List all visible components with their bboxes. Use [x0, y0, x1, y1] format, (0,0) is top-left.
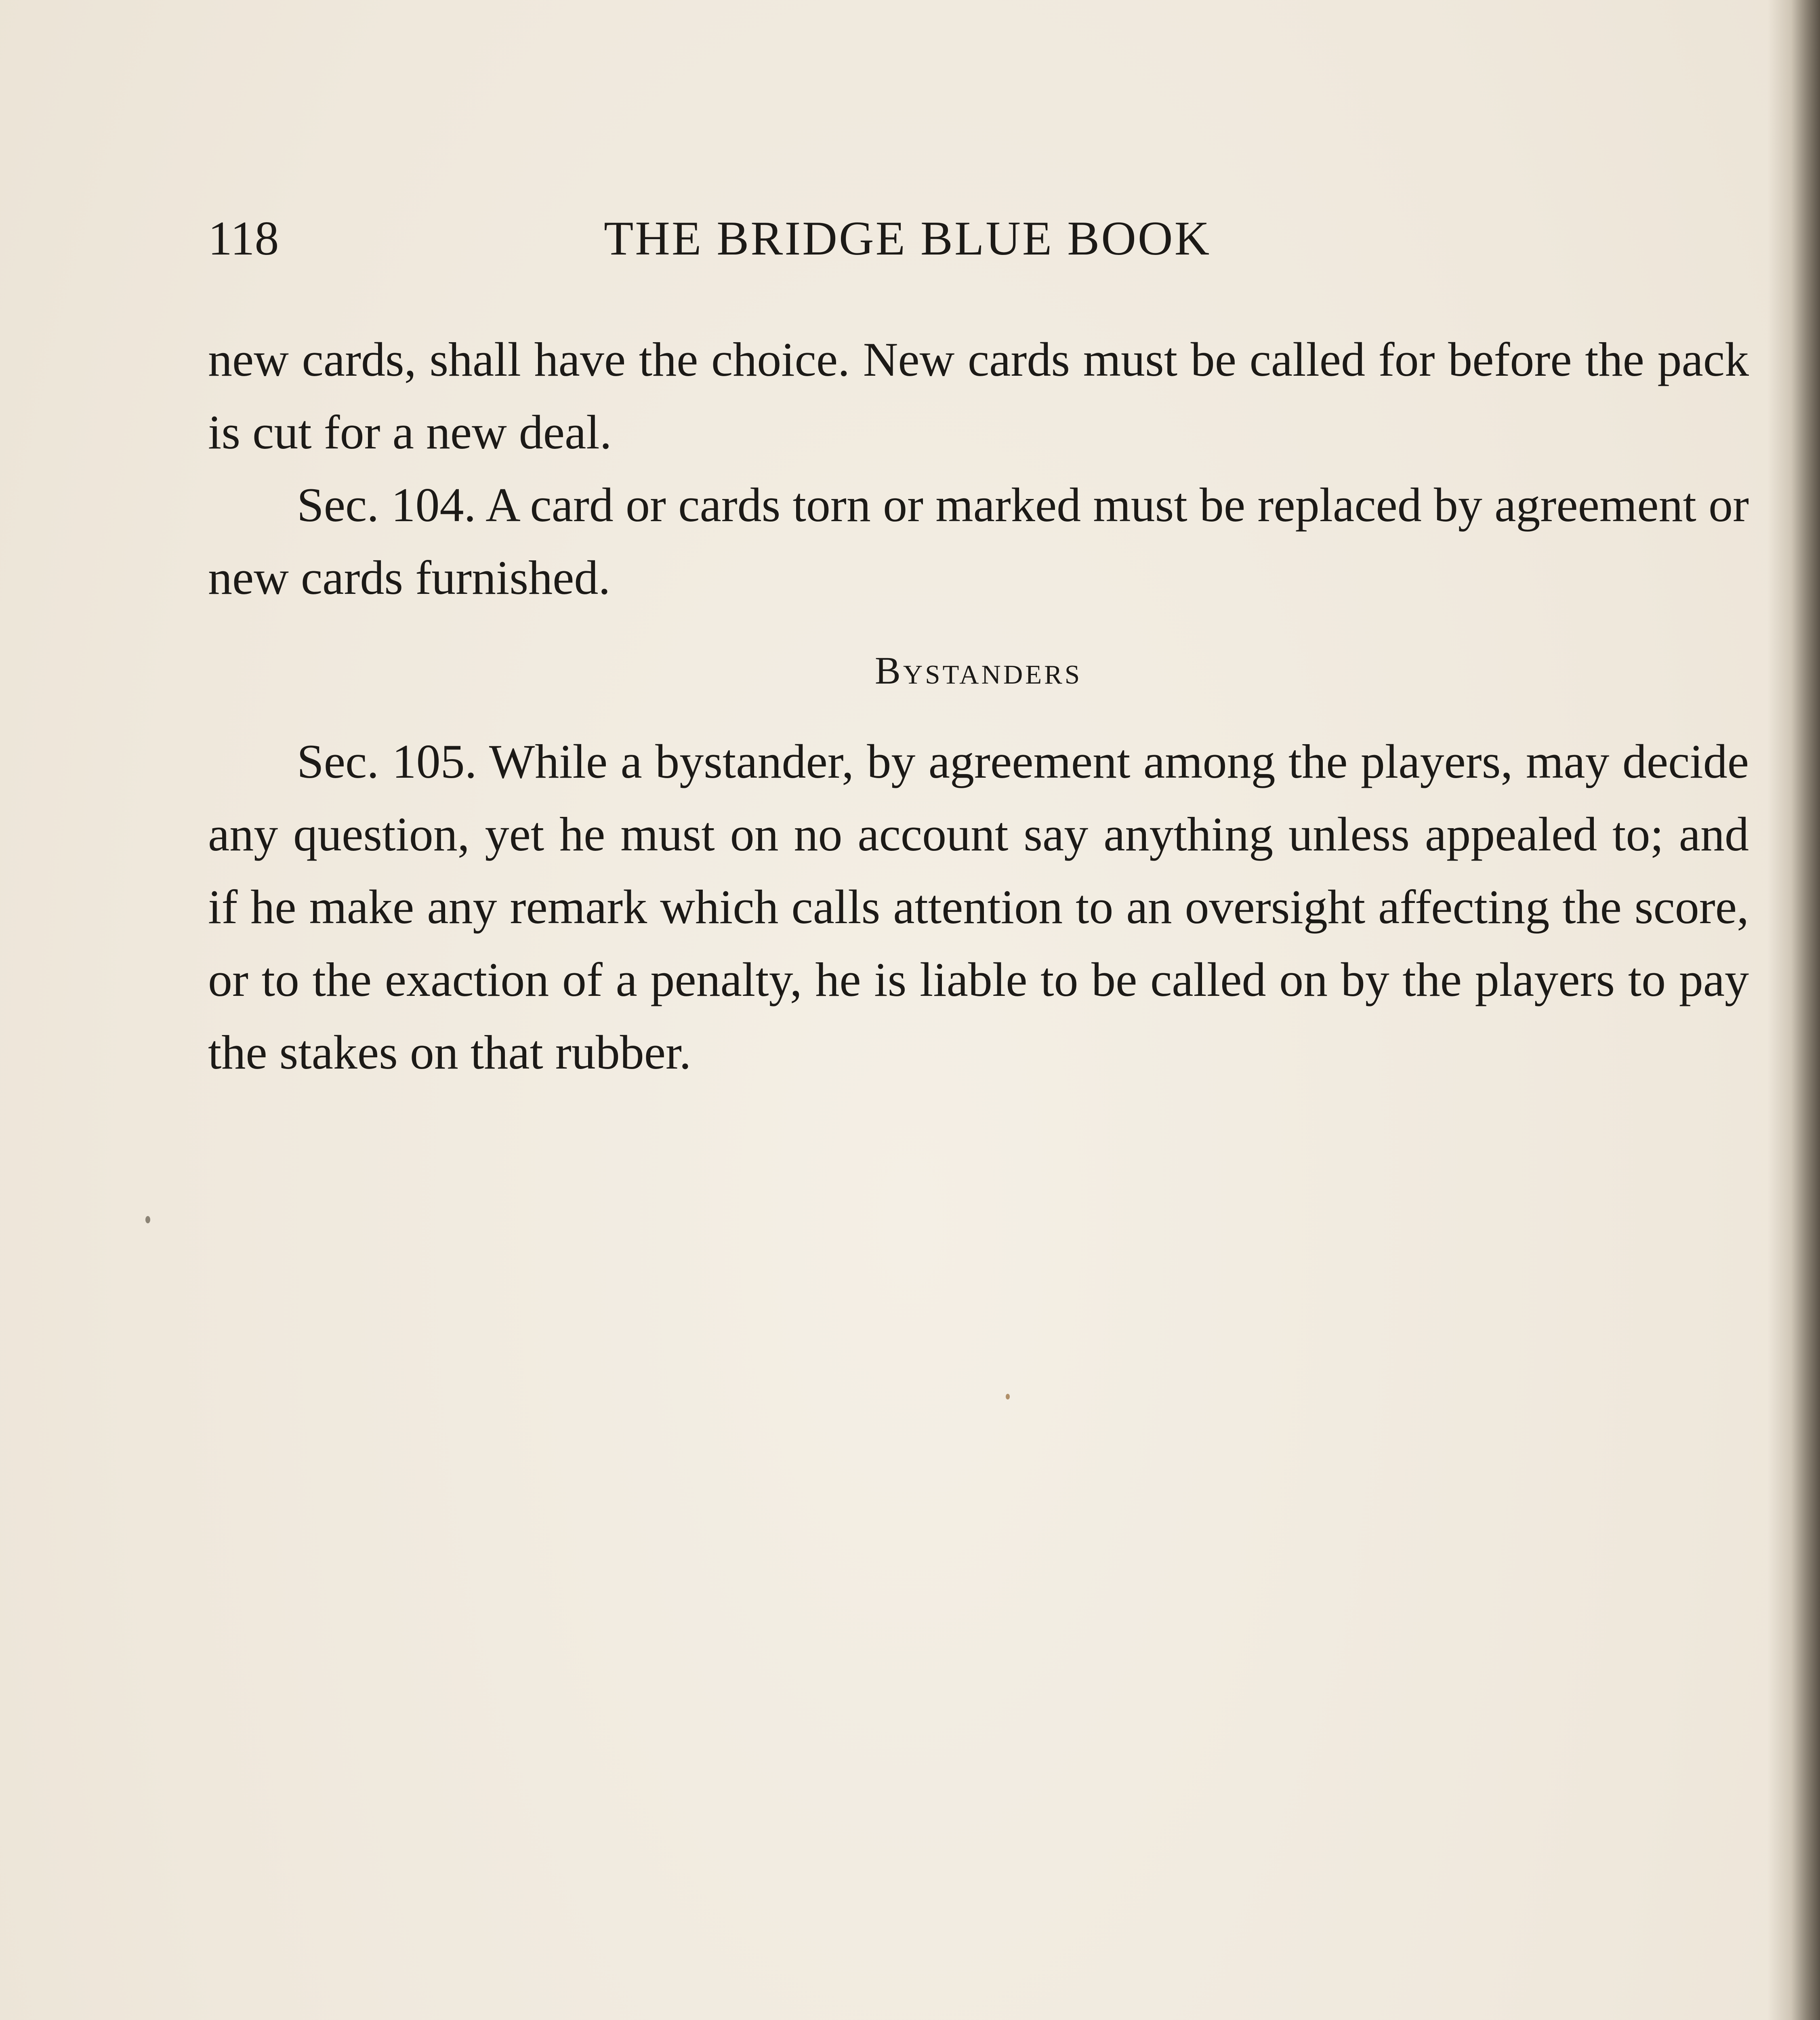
paragraph-sec-105: Sec. 105. While a bystander, by agreement among the players, may decide any question, yet he must on no account say anything unless appealed to; and if he make any remark which calls attention to an oversight affecting the score, or to the exaction of a penalty, he is liable to be called on by the players to pay the stakes on that rubber. — [208, 734, 1749, 1079]
page-number: 118 — [208, 211, 279, 265]
paragraph-continuation: new cards, shall have the choice. New cards must be called for before the pack is cut for a new deal. — [208, 332, 1749, 459]
section-heading-bystanders: Bystanders — [874, 649, 1082, 692]
running-header — [208, 210, 1749, 267]
body-text — [208, 323, 1749, 1089]
paper-speck — [145, 1216, 150, 1223]
paragraph-sec-104: Sec. 104. A card or cards torn or marked must be replaced by agreement or new cards furnished. — [208, 478, 1749, 604]
paper-speck — [1006, 1394, 1010, 1399]
page-binding-shadow — [1767, 0, 1820, 2020]
running-title: THE BRIDGE BLUE BOOK — [604, 211, 1211, 265]
